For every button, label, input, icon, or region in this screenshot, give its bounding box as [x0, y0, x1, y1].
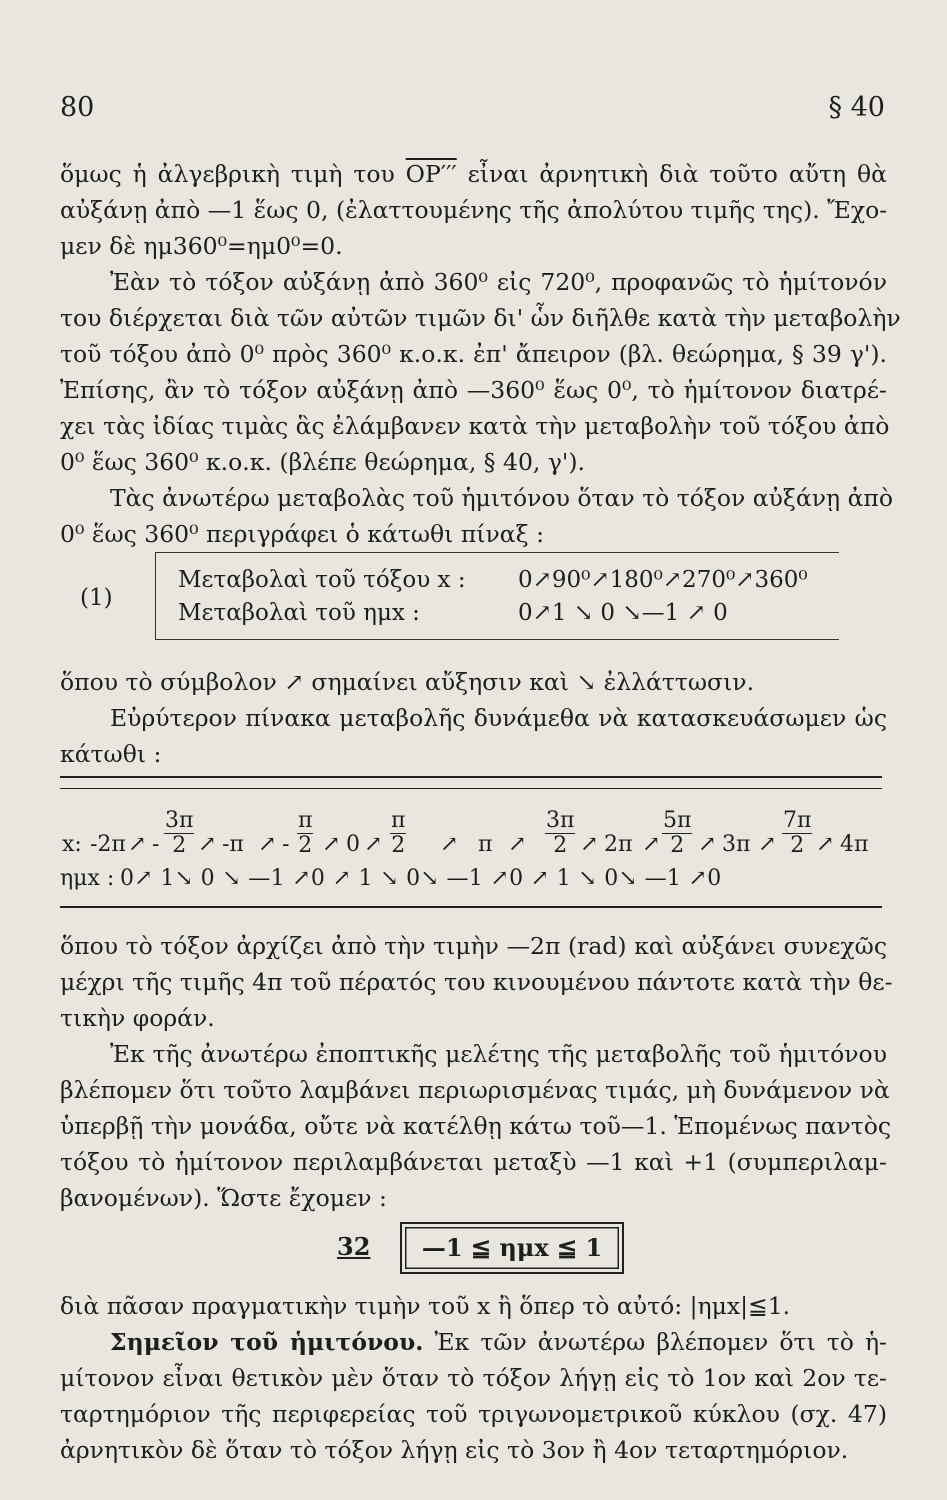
paragraph-3-line-1: Τὰς ἀνωτέρω μεταβολὰς τοῦ ἡμιτόνου ὅταν τὸ τόξον αὐξάνῃ ἀπὸ [110, 484, 894, 512]
fraction-numerator: 3π [546, 808, 575, 833]
paragraph-1-line-1 [60, 160, 887, 188]
arrow-up-icon: ↗ [364, 832, 383, 857]
fraction-numerator: 5π [663, 808, 692, 833]
paragraph-4-line-2: Εὐρύτερον πίνακα μεταβολῆς δυνάμεθα νὰ κατασκευάσωμεν ὡς [110, 704, 887, 732]
arrow-up-icon: ↗ [698, 832, 717, 857]
fraction-denominator: 2 [670, 833, 685, 858]
x-token: 4π [840, 832, 869, 857]
fraction [782, 810, 812, 857]
x-token: 3π [722, 832, 751, 857]
fraction-denominator: 2 [391, 833, 406, 858]
paragraph-2-line-6: 0⁰ ἕως 360⁰ κ.ο.κ. (βλέπε θεώρημα, § 40, γ'). [60, 448, 585, 476]
x-token: - [282, 832, 290, 857]
formula-number: 32 [337, 1232, 371, 1261]
x-token: - [152, 832, 160, 857]
arrow-up-icon: ↗ [258, 832, 277, 857]
paragraph-8-line-2: μίτονον εἶναι θετικὸν μὲν ὅταν τὸ τόξον λήγῃ εἰς τὸ 1ον καὶ 2ον τε- [60, 1364, 887, 1392]
paragraph-6-line-1: Ἐκ τῆς ἀνωτέρω ἐποπτικῆς μελέτης τῆς μεταβολῆς τοῦ ἡμιτόνου [110, 1040, 887, 1068]
paragraph-6-line-4: τόξου τὸ ἡμίτονον περιλαμβάνεται μεταξὺ —1 καὶ +1 (συμπεριλαμ- [60, 1148, 887, 1176]
table-top-rule-inner [60, 788, 882, 789]
section-heading: Σημεῖον τοῦ ἡμιτόνου. [110, 1328, 424, 1356]
arrow-up-icon: ↗ [642, 832, 661, 857]
paragraph-5-line-1: ὅπου τὸ τόξον ἀρχίζει ἀπὸ τὴν τιμὴν —2π (rad) καὶ αὐξάνει συνεχῶς [60, 932, 887, 960]
row-values: 0↗1 ↘ 0 ↘—1 ↗ 0 [518, 600, 728, 626]
page-header [60, 92, 885, 132]
paragraph-4-line-1: ὅπου τὸ σύμβολον ↗ σημαίνει αὔξησιν καὶ ↘ ἐλλάττωσιν. [60, 668, 755, 696]
paragraph-8-line-3: ταρτημόριον τῆς περιφερείας τοῦ τριγωνομετρικοῦ κύκλου (σχ. 47) [60, 1400, 887, 1428]
fraction [164, 810, 194, 857]
table-bottom-rule [60, 906, 882, 908]
x-token: -2π [90, 832, 126, 857]
fraction-numerator: 3π [165, 808, 194, 833]
section-mark: § 40 [828, 92, 885, 123]
arrow-up-icon: ↗ [128, 832, 147, 857]
row-label: Μεταβολαὶ τοῦ τόξου x : [178, 567, 466, 593]
x-token: π [478, 832, 493, 857]
arrow-up-icon: ↗ [816, 832, 835, 857]
arrow-up-icon: ↗ [580, 832, 599, 857]
text-segment: εἶναι ἀρνητικὴ διὰ τοῦτο αὔτη θὰ [467, 160, 887, 188]
table-row-arc [178, 567, 808, 593]
table-number: (1) [80, 585, 113, 611]
wide-table-x-row [60, 808, 890, 862]
text-segment: Ἐκ τῶν ἀνωτέρω βλέπομεν ὅτι τὸ ἡ- [434, 1328, 887, 1356]
arrow-up-icon: ↗ [198, 832, 217, 857]
paragraph-3-line-2: 0⁰ ἕως 360⁰ περιγράφει ὁ κάτωθι πίναξ : [60, 520, 544, 548]
paragraph-2-line-2: του διέρχεται διὰ τῶν αὐτῶν τιμῶν δι' ὧν διῆλθε κατὰ τὴν μεταβολὴν [60, 304, 901, 332]
paragraph-5-line-2: μέχρι τῆς τιμῆς 4π τοῦ πέρατός του κινουμένου πάντοτε κατὰ τὴν θε- [60, 968, 893, 996]
paragraph-2-line-4: Ἐπίσης, ἂν τὸ τόξον αὐξάνῃ ἀπὸ —360⁰ ἕως 0⁰, τὸ ἡμίτονον διατρέ- [60, 376, 887, 404]
paragraph-6-line-3: ὑπερβῇ τὴν μονάδα, οὔτε νὰ κατέλθῃ κάτω τοῦ—1. Ἑπομένως παντὸς [60, 1112, 892, 1140]
paragraph-7-line-1: διὰ πᾶσαν πραγματικὴν τιμὴν τοῦ x ἢ ὅπερ τὸ αὐτό: |ημx|≦1. [60, 1292, 791, 1320]
formula-text: —1 ≦ ημx ≦ 1 [421, 1233, 603, 1262]
fraction-numerator: π [298, 808, 313, 833]
fraction [545, 810, 575, 857]
page-number: 80 [60, 92, 95, 123]
x-label: x: [62, 832, 82, 857]
paragraph-4-line-3: κάτωθι : [60, 740, 162, 768]
fraction-numerator: 7π [783, 808, 812, 833]
arrow-up-icon: ↗ [758, 832, 777, 857]
arrow-up-icon: ↗ [440, 832, 459, 857]
fraction-denominator: 2 [553, 833, 568, 858]
fraction [390, 810, 406, 857]
paragraph-2-line-1: Ἐὰν τὸ τόξον αὐξάνῃ ἀπὸ 360⁰ εἰς 720⁰, προφανῶς τὸ ἡμίτονόν [110, 268, 887, 296]
variation-table [155, 552, 839, 640]
fraction-denominator: 2 [298, 833, 313, 858]
fraction-denominator: 2 [172, 833, 187, 858]
paragraph-5-line-3: τικὴν φοράν. [60, 1004, 215, 1032]
x-token: 0 [346, 832, 360, 857]
fraction [297, 810, 313, 857]
paragraph-6-line-5: βανομένων). Ὥστε ἔχομεν : [60, 1184, 387, 1212]
segment-op-notation: OP′′′ [405, 160, 457, 188]
paragraph-6-line-2: βλέπομεν ὅτι τοῦτο λαμβάνει περιωρισμένας τιμάς, μὴ δυνάμενον νὰ [60, 1076, 890, 1104]
fraction-denominator: 2 [790, 833, 805, 858]
table-top-rule [60, 776, 882, 778]
text-segment: ὅμως ἡ ἀλγεβρικὴ τιμὴ του [60, 160, 395, 188]
paragraph-2-line-5: χει τὰς ἰδίας τιμὰς ἃς ἐλάμβανεν κατὰ τὴν μεταβολὴν τοῦ τόξου ἀπὸ [60, 412, 890, 440]
fraction [662, 810, 692, 857]
x-token: 2π [604, 832, 633, 857]
paragraph-2-line-3: τοῦ τόξου ἀπὸ 0⁰ πρὸς 360⁰ κ.ο.κ. ἐπ' ἄπειρον (βλ. θεώρημα, § 39 γ'). [60, 340, 887, 368]
table-row-sine [178, 600, 728, 626]
row-values: 0↗90⁰↗180⁰↗270⁰↗360⁰ [518, 567, 808, 593]
boxed-formula [400, 1222, 624, 1274]
paragraph-1-line-3: μεν δὲ ημ360⁰=ημ0⁰=0. [60, 232, 343, 260]
arrow-up-icon: ↗ [322, 832, 341, 857]
sine-label: ημx : [60, 866, 115, 891]
paragraph-8-line-1 [60, 1328, 887, 1356]
fraction-numerator: π [391, 808, 406, 833]
x-token: -π [222, 832, 244, 857]
paragraph-1-line-2: αὐξάνῃ ἀπὸ —1 ἕως 0, (ἐλαττουμένης τῆς ἀπολύτου τιμῆς της). Ἔχο- [60, 196, 888, 224]
arrow-up-icon: ↗ [508, 832, 527, 857]
paragraph-8-line-4: ἀρνητικὸν δὲ ὅταν τὸ τόξον λήγῃ εἰς τὸ 3ον ἢ 4ον τεταρτημόριον. [60, 1436, 849, 1464]
row-label: Μεταβολαὶ τοῦ ημx : [178, 600, 420, 626]
sine-values: 0↗ 1↘ 0 ↘ —1 ↗0 ↗ 1 ↘ 0↘ —1 ↗0 ↗ 1 ↘ 0↘ —1 ↗0 [120, 866, 722, 891]
